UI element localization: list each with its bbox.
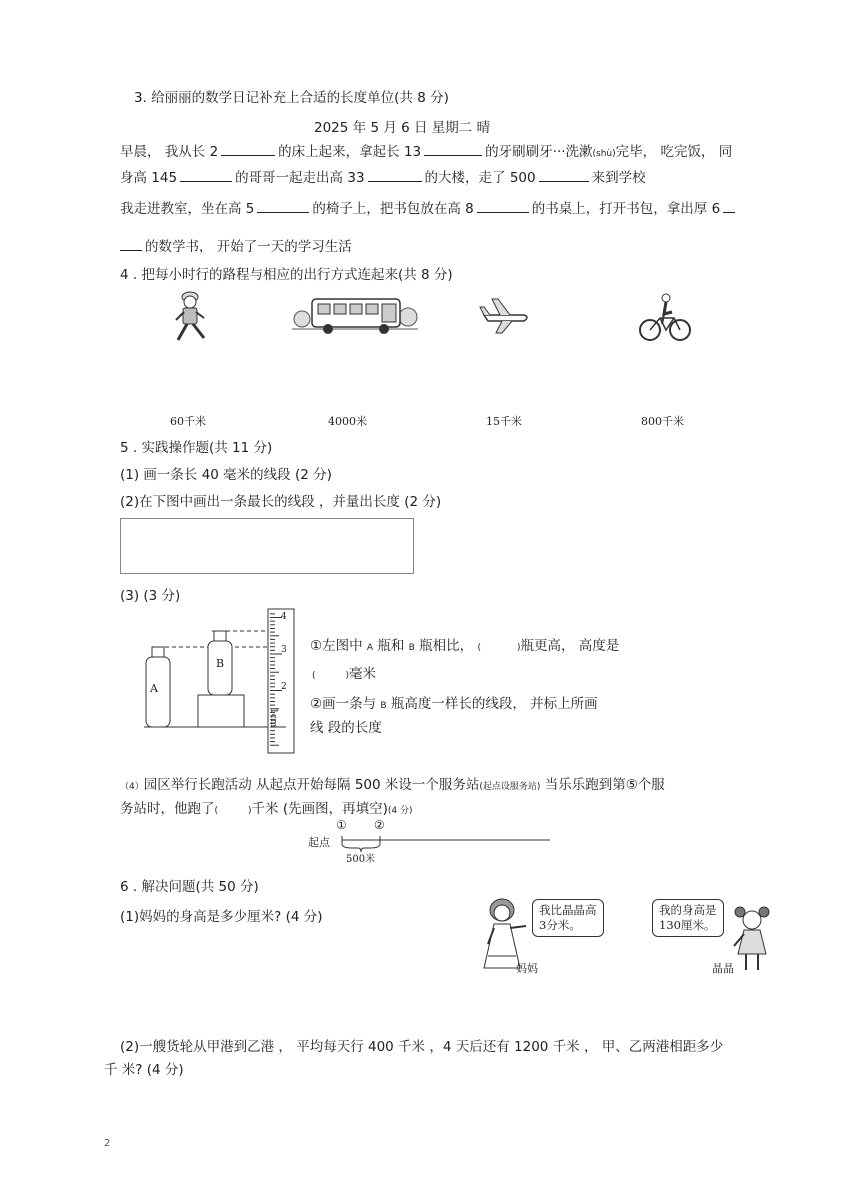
text: 瓶更高， 高度是 [520, 638, 620, 654]
text: 早晨， 我从长 2 [120, 144, 219, 160]
bus-icon [292, 293, 418, 339]
bottle-a-label: A [150, 682, 158, 695]
text: A [366, 643, 374, 653]
q5-title: 5 . 实践操作题(共 11 分) [120, 440, 273, 456]
text: B [380, 701, 387, 711]
ruler-tick-3: 3 [281, 645, 287, 655]
text: （4） [120, 782, 144, 792]
drawing-box[interactable] [120, 518, 414, 574]
text: 的数学书， 开始了一天的学习生活 [145, 239, 352, 255]
text: ①左图中 [310, 638, 363, 654]
q5-part1: (1) 画一条长 40 毫米的线段 (2 分) [120, 467, 332, 483]
text: 身高 145 [120, 170, 178, 186]
text: 的床上起来，拿起长 13 [278, 144, 422, 160]
q4-title: 4 . 把每小时行的路程与相应的出行方式连起来(共 8 分) [120, 267, 453, 283]
girl-speech-bubble [652, 899, 724, 937]
text: 的大楼，走了 500 [424, 170, 536, 186]
text: 的牙刷刷牙···洗漱 [485, 144, 593, 160]
q5-part3: (3) (3 分) [120, 588, 181, 604]
bubble-text: 130厘米。 [659, 918, 716, 932]
text: 毫米 [349, 666, 377, 682]
diary-line-1 [120, 140, 732, 160]
paren: ) [345, 671, 350, 681]
distance-label: 500米 [346, 854, 376, 865]
mom-label: 妈妈 [516, 962, 538, 975]
ruler-tick-2: 2 [281, 682, 287, 692]
text: 完毕， 吃完饭， 同 [615, 144, 733, 160]
mom-speech-bubble [532, 899, 604, 937]
bottle-ruler-figure [136, 605, 300, 755]
q5-part2: (2)在下图中画出一条最长的线段 ，并量出长度 (2 分) [120, 494, 442, 510]
airplane-icon [478, 295, 532, 337]
q5-part4-line2 [120, 797, 412, 817]
bubble-text: 我比晶晶高 [539, 903, 597, 917]
text: 瓶和 [377, 638, 405, 654]
text: 园区举行长跑活动 从起点开始每隔 500 米设一个服务站 [143, 777, 480, 793]
q5-part4-line1 [120, 773, 665, 793]
start-label: 起点 [308, 836, 330, 849]
paren: ) [248, 806, 252, 816]
q5-3-sub1 [310, 634, 619, 654]
text: (4 分) [387, 806, 413, 816]
diary-date: 2025 年 5 月 6 日 星期二 晴 [314, 120, 491, 136]
page-number: 2 [104, 1138, 111, 1149]
q5-3-sub2 [310, 692, 598, 712]
speed-label-3: 15千米 [486, 415, 522, 428]
answer-blank[interactable] [477, 212, 529, 213]
bicycle-icon [638, 290, 692, 344]
diary-line-2 [120, 166, 646, 186]
speed-label-2: 4000米 [328, 415, 367, 428]
answer-blank[interactable] [120, 250, 142, 251]
answer-blank[interactable] [257, 212, 309, 213]
bubble-text: 我的身高是 [659, 903, 717, 917]
text: B [408, 643, 415, 653]
q5-3-sub1-cont [312, 662, 376, 682]
ruler-unit: 1cm [268, 708, 278, 728]
q6-part2-line2: 千 米? (4 分) [104, 1062, 184, 1078]
girl-figure-icon [728, 904, 778, 974]
paren: ( [214, 806, 219, 816]
text: 的椅子上，把书包放在高 8 [312, 201, 474, 217]
text: 务站时，他跑了 [120, 801, 215, 817]
paren: ) [516, 643, 521, 653]
q6-part2-line1: (2)一艘货轮从甲港到乙港 ， 平均每天行 400 千米 ，4 天后还有 1200 千米 ， 甲、乙两港相距多少 [120, 1039, 724, 1055]
answer-blank[interactable] [221, 155, 275, 156]
answer-blank[interactable] [424, 155, 482, 156]
answer-blank[interactable] [180, 181, 232, 182]
girl-label: 晶晶 [712, 962, 734, 975]
walking-boy-icon [168, 288, 216, 348]
pinyin: (shù) [592, 149, 616, 159]
text: 瓶高度一样长的线段， 并标上所画 [390, 696, 598, 712]
paren: ( [312, 671, 316, 681]
text: 千米 (先画图，再填空) [251, 801, 388, 817]
text: 我走进教室，坐在高 5 [120, 201, 255, 217]
speed-label-4: 800千米 [641, 415, 684, 428]
text: 瓶相比， [419, 638, 474, 654]
ruler-tick-4: 4 [281, 612, 287, 622]
paren: ( [477, 643, 481, 653]
bubble-text: 3分米。 [539, 918, 581, 932]
text: 当乐乐跑到第⑤个服 [544, 777, 665, 793]
text: (起点设服务站) [479, 782, 541, 792]
bottle-b-label: B [216, 657, 225, 670]
q5-3-sub2-cont: 线 段的长度 [310, 720, 382, 736]
q6-part1: (1)妈妈的身高是多少厘米? (4 分) [120, 909, 323, 925]
q3-title: 3. 给丽丽的数学日记补充上合适的长度单位(共 8 分) [134, 90, 449, 106]
diary-line-3 [120, 197, 738, 217]
text: 来到学校 [591, 170, 646, 186]
text: ②画一条与 [310, 696, 377, 712]
answer-blank[interactable] [368, 181, 422, 182]
speed-label-1: 60千米 [170, 415, 206, 428]
station-1-label: ① [336, 818, 347, 832]
text: 的哥哥一起走出高 33 [235, 170, 365, 186]
diary-line-4 [120, 235, 352, 255]
q6-title: 6 . 解决问题(共 50 分) [120, 879, 259, 895]
answer-blank[interactable] [539, 181, 589, 182]
answer-blank[interactable] [723, 212, 735, 213]
station-2-label: ② [374, 818, 385, 832]
text: 的书桌上，打开书包，拿出厚 6 [531, 201, 721, 217]
